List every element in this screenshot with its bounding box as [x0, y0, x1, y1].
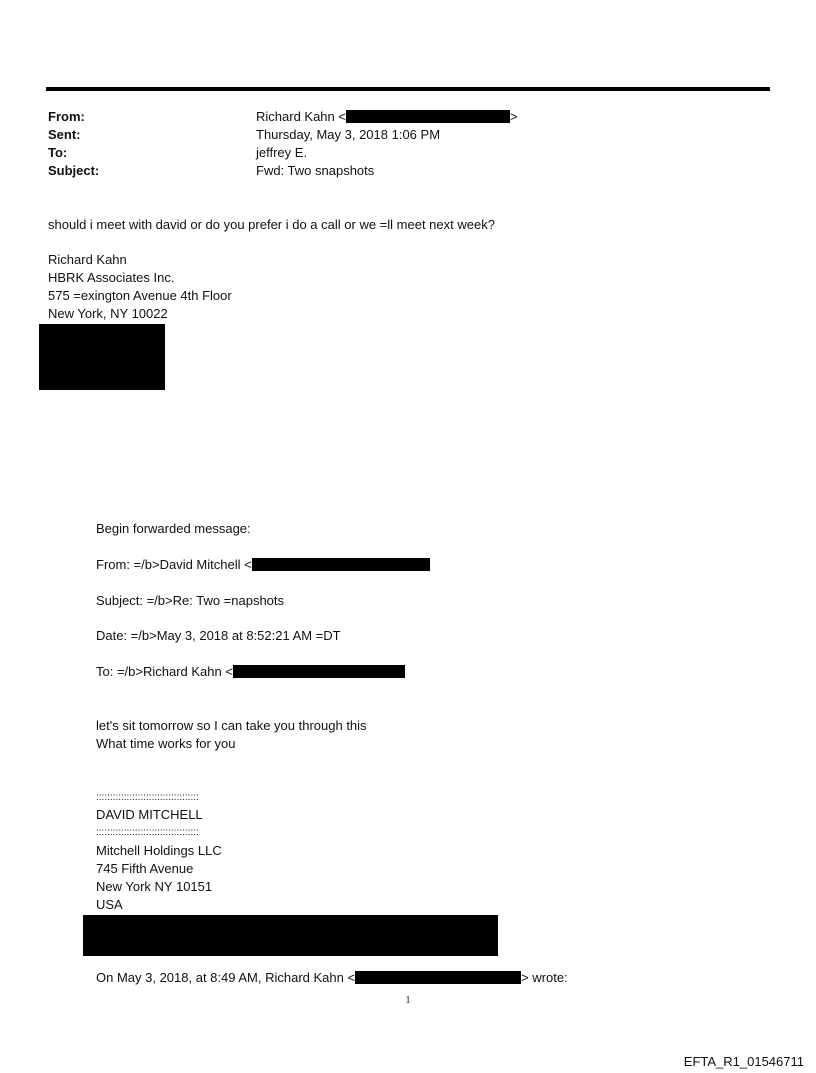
signature-line: 745 Fifth Avenue — [96, 861, 194, 876]
quote-header-suffix: > wrote: — [521, 970, 568, 985]
quote-header-prefix: On May 3, 2018, at 8:49 AM, Richard Kahn < — [96, 970, 356, 985]
forwarded-message-line: let's sit tomorrow so I can take you through this — [96, 718, 367, 733]
forwarded-intro: Begin forwarded message: — [96, 521, 251, 536]
redaction-forwarded-to-email — [233, 665, 405, 678]
signature-line: Richard Kahn — [48, 252, 127, 267]
forwarded-to — [96, 663, 405, 681]
forwarded-to-text: To: =/b>Richard Kahn < — [96, 664, 233, 679]
from-value — [256, 108, 518, 126]
signature-divider: ::::::::::::::::::::::::::::::::::::: — [96, 827, 199, 838]
from-label: From: — [48, 109, 85, 124]
forwarded-message-line: What time works for you — [96, 736, 236, 751]
signature-divider: ::::::::::::::::::::::::::::::::::::: — [96, 792, 199, 803]
sent-label: Sent: — [48, 127, 81, 142]
redaction-from-email — [346, 110, 510, 123]
sent-value: Thursday, May 3, 2018 1:06 PM — [256, 127, 441, 142]
quote-header — [96, 969, 568, 987]
page-number: 1 — [405, 995, 411, 1006]
bates-number: EFTA_R1_01546711 — [683, 1054, 804, 1069]
subject-label: Subject: — [48, 163, 100, 178]
signature-line: Mitchell Holdings LLC — [96, 843, 222, 858]
redaction-block — [83, 915, 498, 956]
redaction-quote-email — [355, 971, 521, 984]
forwarded-subject: Subject: =/b>Re: Two =napshots — [96, 593, 285, 608]
subject-value: Fwd: Two snapshots — [256, 163, 375, 178]
from-value-text: Richard Kahn < — [256, 109, 346, 124]
signature-line: USA — [96, 897, 123, 912]
signature-line: HBRK Associates Inc. — [48, 270, 175, 285]
redaction-block — [39, 324, 165, 390]
body-message: should i meet with david or do you prefer i do a call or we =ll meet next week? — [48, 217, 495, 232]
forwarded-date: Date: =/b>May 3, 2018 at 8:52:21 AM =DT — [96, 628, 341, 643]
to-value: jeffrey E. — [256, 145, 308, 160]
signature-line: 575 =exington Avenue 4th Floor — [48, 288, 232, 303]
signature-line: New York NY 10151 — [96, 879, 213, 894]
forwarded-from — [96, 556, 430, 574]
redaction-forwarded-from-email — [252, 558, 430, 571]
header-rule — [46, 87, 770, 91]
signature-name: DAVID MITCHELL — [96, 807, 203, 822]
forwarded-from-text: From: =/b>David Mitchell < — [96, 557, 252, 572]
signature-line: New York, NY 10022 — [48, 306, 168, 321]
from-value-end: > — [509, 109, 518, 124]
to-label: To: — [48, 145, 68, 160]
